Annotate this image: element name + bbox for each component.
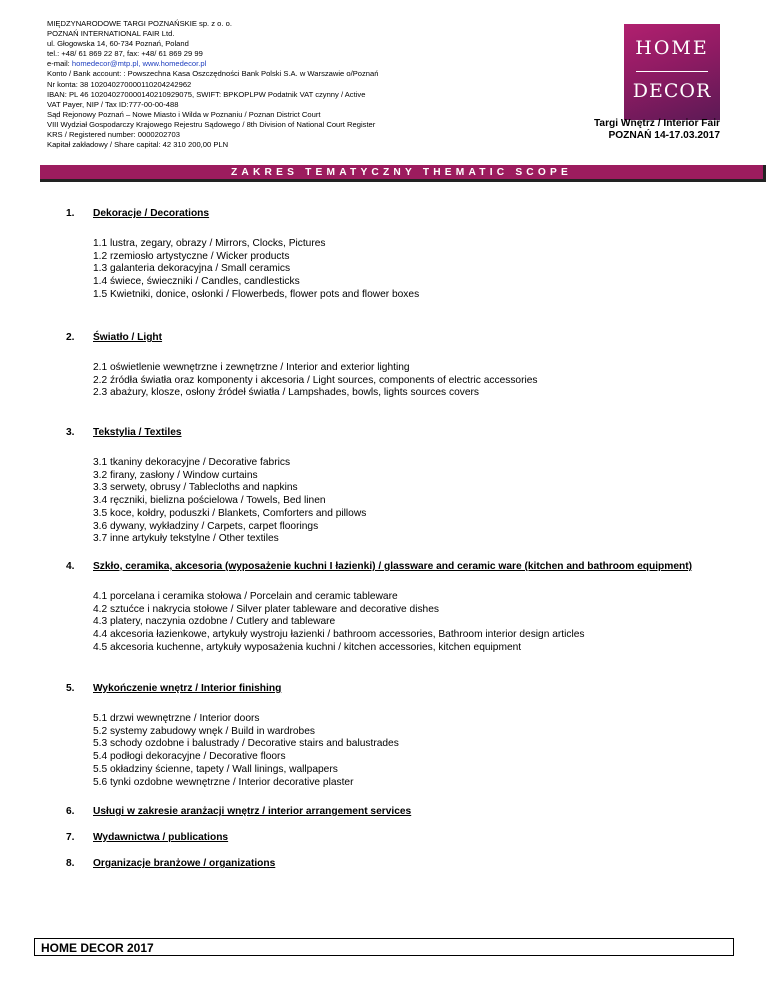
footer-title: HOME DECOR 2017 xyxy=(34,938,734,956)
fair-dates: POZNAŃ 14-17.03.2017 xyxy=(608,130,720,142)
list-item: 4.2 sztućce i nakrycia stołowe / Silver plater tableware and decorative dishes xyxy=(93,603,439,615)
list-item: 4.5 akcesoria kuchenne, artykuły wyposażenia kuchni / kitchen accessories, kitchen equipment xyxy=(93,641,522,653)
list-item: 3.7 inne artykuły tekstylne / Other textiles xyxy=(93,533,279,545)
section-number: 8. xyxy=(66,858,75,869)
list-item: 1.3 galanteria dekoracyjna / Small ceramics xyxy=(93,263,291,275)
list-item: 1.4 świece, świeczniki / Candles, candlesticks xyxy=(93,276,300,288)
email-website-link[interactable]: homedecor@mtp.pl, www.homedecor.pl xyxy=(71,59,207,69)
thematic-scope-banner: ZAKRES TEMATYCZNY THEMATIC SCOPE xyxy=(40,165,766,182)
email-line xyxy=(47,59,587,69)
list-item: 5.1 drzwi wewnętrzne / Interior doors xyxy=(93,713,260,724)
section-title: Dekoracje / Decorations xyxy=(93,208,210,219)
section-title: Światło / Light xyxy=(93,332,163,343)
section-items xyxy=(93,362,538,400)
company-line: tel.: +48/ 61 869 22 87, fax: +48/ 61 869 29 99 xyxy=(47,49,203,59)
section-title: Tekstylia / Textiles xyxy=(93,427,182,438)
company-line: POZNAŃ INTERNATIONAL FAIR Ltd. xyxy=(47,29,175,39)
section-title: Szkło, ceramika, akcesoria (wyposażenie kuchni I łazienki) / glassware and ceramic ware (kitchen and bathroom equipment) xyxy=(93,561,693,572)
section-number: 4. xyxy=(66,561,75,572)
company-line: Nr konta: 38 102040270000110204242962 xyxy=(47,79,192,89)
list-item: 3.1 tkaniny dekoracyjne / Decorative fabrics xyxy=(93,457,291,468)
list-item: 5.2 systemy zabudowy wnęk / Build in wardrobes xyxy=(93,725,315,737)
home-decor-logo xyxy=(624,24,720,120)
company-line: VIII Wydział Gospodarczy Krajowego Rejestru Sądowego / 8th Division of National Court Register xyxy=(47,119,376,129)
list-item: 3.5 koce, kołdry, poduszki / Blankets, Comforters and pillows xyxy=(93,507,367,519)
list-item: 5.5 okładziny ścienne, tapety / Wall linings, wallpapers xyxy=(93,763,338,775)
company-line: Kapitał zakładowy / Share capital: 42 310 200,00 PLN xyxy=(47,140,229,150)
list-item: 4.1 porcelana i ceramika stołowa / Porcelain and ceramic tableware xyxy=(93,591,398,602)
logo-divider xyxy=(636,71,708,72)
fair-info xyxy=(594,118,720,143)
section-title: Wykończenie wnętrz / Interior finishing xyxy=(93,683,282,694)
section-number: 6. xyxy=(66,806,75,817)
company-line: MIĘDZYNARODOWE TARGI POZNAŃSKIE sp. z o. o. xyxy=(47,19,232,28)
section-number: 1. xyxy=(66,208,75,219)
section-items xyxy=(93,713,399,789)
list-item: 5.4 podłogi dekoracyjne / Decorative floors xyxy=(93,751,286,763)
section-number: 2. xyxy=(66,332,75,343)
section-title: Organizacje branżowe / organizations xyxy=(93,858,276,869)
list-item: 1.2 rzemiosło artystyczne / Wicker products xyxy=(93,250,290,262)
company-details xyxy=(47,19,587,150)
section-number: 3. xyxy=(66,427,75,438)
company-line: IBAN: PL 46 102040270000140210929075, SWIFT: BPKOPLPW Podatnik VAT czynny / Active xyxy=(47,89,366,99)
list-item: 4.3 platery, naczynia ozdobne / Cutlery and tableware xyxy=(93,616,336,628)
fair-name: Targi Wnętrz / Interior Fair xyxy=(593,118,720,129)
list-item: 3.6 dywany, wykładziny / Carpets, carpet floorings xyxy=(93,520,319,532)
list-item: 2.1 oświetlenie wewnętrzne i zewnętrzne / Interior and exterior lighting xyxy=(93,362,410,373)
list-item: 5.3 schody ozdobne i balustrady / Decorative stairs and balustrades xyxy=(93,738,399,750)
list-item: 3.2 firany, zasłony / Window curtains xyxy=(93,469,258,481)
company-line: KRS / Registered number: 0000202703 xyxy=(47,130,180,140)
company-line: VAT Payer, NIP / Tax ID:777-00-00-488 xyxy=(47,99,179,109)
email-label: e-mail: xyxy=(47,59,72,69)
section-items xyxy=(93,238,419,302)
section-number: 7. xyxy=(66,832,75,843)
logo-word-decor: DECOR xyxy=(632,80,712,102)
company-line: ul. Głogowska 14, 60-734 Poznań, Poland xyxy=(47,39,189,49)
list-item: 2.2 źródła światła oraz komponenty i akcesoria / Light sources, components of electric accessories xyxy=(93,374,538,386)
section-items xyxy=(93,591,584,655)
section-title: Wydawnictwa / publications xyxy=(93,832,229,843)
company-line: Sąd Rejonowy Poznań – Nowe Miasto i Wilda w Poznaniu / Poznan District Court xyxy=(47,109,321,119)
logo-word-home: HOME xyxy=(635,37,709,59)
section-items xyxy=(93,457,366,546)
list-item: 5.6 tynki ozdobne wewnętrzne / Interior decorative plaster xyxy=(93,776,354,788)
company-line: Konto / Bank account: : Powszechna Kasa Oszczędności Bank Polski S.A. w Warszawie o/Poznań xyxy=(47,69,379,79)
list-item: 1.5 Kwietniki, donice, osłonki / Flowerbeds, flower pots and flower boxes xyxy=(93,288,420,300)
list-item: 1.1 lustra, zegary, obrazy / Mirrors, Clocks, Pictures xyxy=(93,238,326,249)
section-number: 5. xyxy=(66,683,75,694)
list-item: 2.3 abażury, klosze, osłony źródeł światła / Lampshades, bowls, lights sources covers xyxy=(93,387,479,399)
list-item: 3.4 ręczniki, bielizna pościelowa / Towels, Bed linen xyxy=(93,495,326,507)
list-item: 4.4 akcesoria łazienkowe, artykuły wystroju łazienki / bathroom accessories, Bathroom interior design articles xyxy=(93,629,585,641)
list-item: 3.3 serwety, obrusy / Tablecloths and napkins xyxy=(93,482,298,494)
section-title: Usługi w zakresie aranżacji wnętrz / interior arrangement services xyxy=(93,806,412,817)
